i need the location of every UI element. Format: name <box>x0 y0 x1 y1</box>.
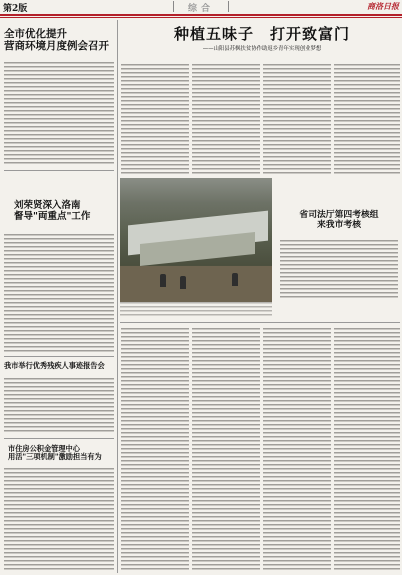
news-photo-greenhouse <box>120 178 272 302</box>
divider <box>4 438 114 439</box>
divider <box>4 170 114 171</box>
photo-person <box>180 276 186 289</box>
body-housing-fund <box>4 468 114 572</box>
body-lower-col1 <box>121 328 189 572</box>
masthead-rule-thin <box>0 17 402 18</box>
body-disabled-report <box>4 378 114 434</box>
headline-business-environment: 全市优化提升 营商环境月度例会召开 <box>4 28 109 53</box>
photo-caption <box>120 302 272 318</box>
column-rule <box>117 20 118 573</box>
headline-schisandra: 种植五味子 打开致富门 <box>173 25 350 43</box>
headline-justice-inspection: 省司法厅第四考核组 来我市考核 <box>299 210 379 231</box>
page-label: 第2版 <box>3 4 28 14</box>
masthead <box>0 0 402 14</box>
paper-logo: 商洛日报 <box>367 1 399 11</box>
headline-housing-fund: 市住房公积金管理中心 用活"三项机制"激励担当有为 <box>8 444 102 462</box>
body-justice-inspection <box>280 240 398 300</box>
body-lower-col2 <box>192 328 260 572</box>
body-schisandra-col1 <box>121 64 189 174</box>
headline-liu-rongxian: 刘荣贤深入洛南 督导"両重点"工作 <box>14 200 91 223</box>
subhead-schisandra: ——山阳县苏枫扶贫协作助返乡青年实现创业梦想 <box>202 46 322 52</box>
body-liu-rongxian <box>4 234 114 352</box>
body-business-environment <box>4 62 114 166</box>
masthead-rule <box>0 14 402 16</box>
section-label: 综合 <box>176 1 226 12</box>
body-schisandra-col4 <box>334 64 400 174</box>
body-schisandra-col3 <box>263 64 331 174</box>
photo-person <box>160 274 166 287</box>
body-lower-col4 <box>334 328 400 572</box>
headline-disabled-report: 我市举行优秀残疾人事迹报告会 <box>4 361 105 370</box>
divider <box>4 356 114 357</box>
photo-ground <box>120 266 272 302</box>
body-lower-col3 <box>263 328 331 572</box>
divider <box>120 322 400 323</box>
body-schisandra-col2 <box>192 64 260 174</box>
photo-person <box>232 273 238 286</box>
